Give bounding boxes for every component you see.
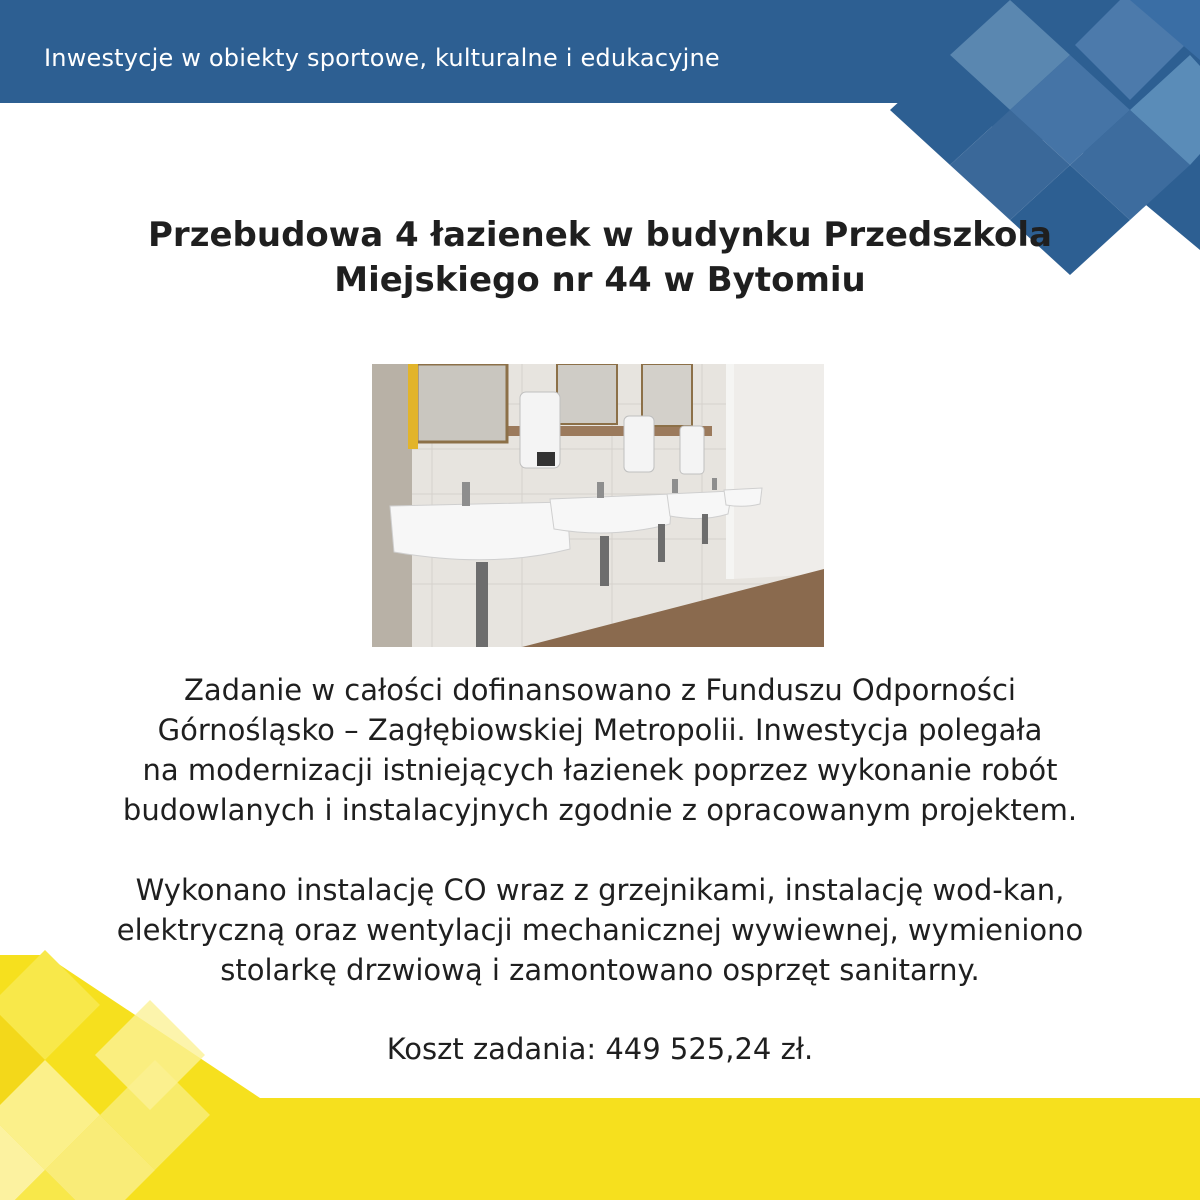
paragraph [20, 870, 1180, 990]
paragraph-line: Zadanie w całości dofinansowano z Funduszu Odporności [184, 673, 1016, 707]
paragraph-line: na modernizacji istniejących łazienek poprzez wykonanie robót [142, 753, 1058, 787]
paragraph-line: budowlanych i instalacyjnych zgodnie z opracowanym projektem. [122, 793, 1078, 827]
bathroom-sinks-photo [372, 364, 824, 647]
paragraph-line: Górnośląsko – Zagłębiowskiej Metropolii. Inwestycja polegała [157, 713, 1043, 747]
paragraph-line: elektryczną oraz wentylacji mechanicznej wywiewnej, wymieniono [116, 913, 1084, 947]
banner-category-text: Inwestycje w obiekty sportowe, kulturalne i edukacyjne [44, 44, 720, 72]
title-line: Miejskiego nr 44 w Bytomiu [334, 260, 866, 300]
page-title [100, 213, 1100, 303]
paragraph [20, 670, 1180, 830]
description [20, 670, 1180, 1030]
paragraph-line: Wykonano instalację CO wraz z grzejnikami, instalację wod-kan, [135, 873, 1065, 907]
title-line: Przebudowa 4 łazienek w budynku Przedszkola [148, 215, 1052, 255]
cost-text: Koszt zadania: 449 525,24 zł. [386, 1032, 814, 1066]
paragraph-line: stolarkę drzwiową i zamontowano osprzęt sanitarny. [220, 953, 980, 987]
